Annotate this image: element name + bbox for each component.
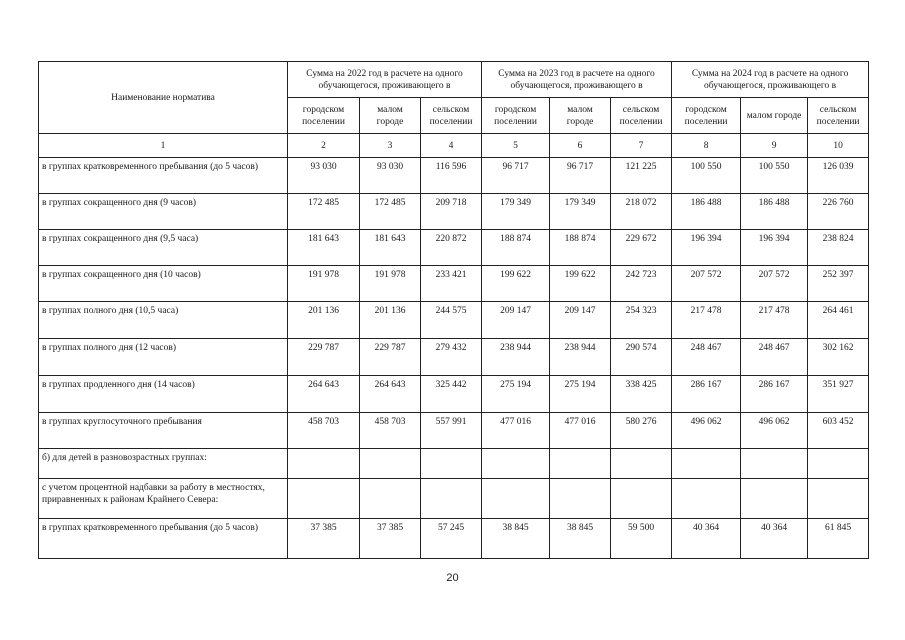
value-cell: 186 488 [672, 194, 741, 230]
value-cell: 38 845 [482, 519, 550, 559]
group-header-2022: Сумма на 2022 год в расчете на одного обучающегося, проживающего в [288, 62, 482, 98]
value-cell: 264 461 [808, 302, 869, 339]
value-cell: 217 478 [672, 302, 741, 339]
column-number: 7 [611, 134, 672, 158]
value-cell: 201 136 [288, 302, 360, 339]
column-number: 3 [360, 134, 421, 158]
row-label: в группах сокращенного дня (9,5 часа) [39, 230, 288, 266]
row-label: б) для детей в разновозрастных группах: [39, 449, 288, 479]
value-cell: 121 225 [611, 158, 672, 194]
value-cell: 229 787 [360, 339, 421, 376]
value-cell [421, 479, 482, 519]
value-cell [741, 479, 808, 519]
value-cell: 188 874 [550, 230, 611, 266]
sub-header-cell: малом городе [550, 98, 611, 134]
value-cell: 181 643 [288, 230, 360, 266]
value-cell: 242 723 [611, 266, 672, 302]
value-cell: 496 062 [741, 413, 808, 449]
value-cell: 179 349 [550, 194, 611, 230]
sub-header-cell: городском поселении [672, 98, 741, 134]
value-cell: 191 978 [288, 266, 360, 302]
value-cell: 61 845 [808, 519, 869, 559]
sub-header-cell: сельском поселении [421, 98, 482, 134]
value-cell: 229 672 [611, 230, 672, 266]
value-cell: 100 550 [672, 158, 741, 194]
column-number: 2 [288, 134, 360, 158]
sub-header-cell: сельском поселении [611, 98, 672, 134]
value-cell: 199 622 [550, 266, 611, 302]
value-cell [550, 479, 611, 519]
value-cell: 179 349 [482, 194, 550, 230]
value-cell: 238 944 [550, 339, 611, 376]
value-cell: 248 467 [672, 339, 741, 376]
row-label: в группах полного дня (10,5 часа) [39, 302, 288, 339]
name-header-cell: Наименование норматива [39, 62, 288, 134]
value-cell [672, 449, 741, 479]
row-label: в группах кратковременного пребывания (до 5 часов) [39, 519, 288, 559]
value-cell: 220 872 [421, 230, 482, 266]
value-cell [672, 479, 741, 519]
column-number: 4 [421, 134, 482, 158]
value-cell: 199 622 [482, 266, 550, 302]
table-row [39, 302, 869, 339]
value-cell: 238 824 [808, 230, 869, 266]
table-row [39, 519, 869, 559]
value-cell: 254 323 [611, 302, 672, 339]
value-cell: 252 397 [808, 266, 869, 302]
sub-header-cell: городском поселении [482, 98, 550, 134]
value-cell: 207 572 [672, 266, 741, 302]
value-cell: 477 016 [550, 413, 611, 449]
value-cell: 238 944 [482, 339, 550, 376]
value-cell: 218 072 [611, 194, 672, 230]
value-cell: 275 194 [482, 376, 550, 413]
value-cell [360, 449, 421, 479]
value-cell: 126 039 [808, 158, 869, 194]
value-cell [482, 449, 550, 479]
value-cell: 244 575 [421, 302, 482, 339]
normatives-table [38, 61, 869, 559]
table-row [39, 339, 869, 376]
value-cell [741, 449, 808, 479]
page-number: 20 [446, 572, 459, 584]
value-cell: 290 574 [611, 339, 672, 376]
column-number: 9 [741, 134, 808, 158]
value-cell: 57 245 [421, 519, 482, 559]
value-cell: 196 394 [672, 230, 741, 266]
row-label: с учетом процентной надбавки за работу в местностях, приравненных к районам Крайнего Севера: [39, 479, 288, 519]
value-cell [808, 479, 869, 519]
value-cell: 325 442 [421, 376, 482, 413]
column-number: 10 [808, 134, 869, 158]
value-cell [550, 449, 611, 479]
row-label: в группах полного дня (12 часов) [39, 339, 288, 376]
sub-header-cell: малом городе [741, 98, 808, 134]
value-cell: 229 787 [288, 339, 360, 376]
value-cell: 186 488 [741, 194, 808, 230]
column-number: 5 [482, 134, 550, 158]
value-cell: 40 364 [741, 519, 808, 559]
value-cell: 458 703 [360, 413, 421, 449]
value-cell: 188 874 [482, 230, 550, 266]
value-cell: 38 845 [550, 519, 611, 559]
row-label: в группах продленного дня (14 часов) [39, 376, 288, 413]
value-cell: 172 485 [360, 194, 421, 230]
table-row [39, 194, 869, 230]
value-cell: 116 596 [421, 158, 482, 194]
value-cell: 603 452 [808, 413, 869, 449]
value-cell [808, 449, 869, 479]
group-header-2023: Сумма на 2023 год в расчете на одного обучающегося, проживающего в [482, 62, 672, 98]
value-cell [611, 449, 672, 479]
value-cell: 209 147 [550, 302, 611, 339]
value-cell: 40 364 [672, 519, 741, 559]
sub-header-cell: малом городе [360, 98, 421, 134]
header-row-groups [39, 62, 869, 98]
table-row [39, 376, 869, 413]
value-cell: 264 643 [288, 376, 360, 413]
sub-header-cell: сельском поселении [808, 98, 869, 134]
value-cell: 217 478 [741, 302, 808, 339]
value-cell [482, 479, 550, 519]
value-cell: 37 385 [360, 519, 421, 559]
value-cell: 37 385 [288, 519, 360, 559]
column-number: 6 [550, 134, 611, 158]
value-cell: 286 167 [672, 376, 741, 413]
column-number: 8 [672, 134, 741, 158]
value-cell: 100 550 [741, 158, 808, 194]
value-cell [360, 479, 421, 519]
value-cell: 264 643 [360, 376, 421, 413]
value-cell: 201 136 [360, 302, 421, 339]
value-cell: 279 432 [421, 339, 482, 376]
value-cell: 226 760 [808, 194, 869, 230]
value-cell [288, 449, 360, 479]
value-cell: 96 717 [482, 158, 550, 194]
sub-header-cell: городском поселении [288, 98, 360, 134]
value-cell: 93 030 [288, 158, 360, 194]
value-cell: 580 276 [611, 413, 672, 449]
value-cell: 458 703 [288, 413, 360, 449]
value-cell: 477 016 [482, 413, 550, 449]
value-cell: 181 643 [360, 230, 421, 266]
table-row [39, 479, 869, 519]
table-row [39, 449, 869, 479]
value-cell: 351 927 [808, 376, 869, 413]
table-row [39, 230, 869, 266]
value-cell: 191 978 [360, 266, 421, 302]
value-cell: 196 394 [741, 230, 808, 266]
value-cell: 209 147 [482, 302, 550, 339]
value-cell [288, 479, 360, 519]
row-label: в группах сокращенного дня (9 часов) [39, 194, 288, 230]
group-header-2024: Сумма на 2024 год в расчете на одного обучающегося, проживающего в [672, 62, 869, 98]
value-cell: 338 425 [611, 376, 672, 413]
row-label: в группах круглосуточного пребывания [39, 413, 288, 449]
column-number-row [39, 134, 869, 158]
value-cell: 496 062 [672, 413, 741, 449]
value-cell: 209 718 [421, 194, 482, 230]
table-row [39, 158, 869, 194]
value-cell: 248 467 [741, 339, 808, 376]
table-row [39, 266, 869, 302]
value-cell: 286 167 [741, 376, 808, 413]
row-label: в группах сокращенного дня (10 часов) [39, 266, 288, 302]
value-cell: 233 421 [421, 266, 482, 302]
value-cell [421, 449, 482, 479]
value-cell: 172 485 [288, 194, 360, 230]
value-cell: 275 194 [550, 376, 611, 413]
value-cell: 96 717 [550, 158, 611, 194]
value-cell: 207 572 [741, 266, 808, 302]
value-cell: 93 030 [360, 158, 421, 194]
table-body [39, 158, 869, 559]
row-label: в группах кратковременного пребывания (до 5 часов) [39, 158, 288, 194]
value-cell [611, 479, 672, 519]
value-cell: 302 162 [808, 339, 869, 376]
table-row [39, 413, 869, 449]
value-cell: 59 500 [611, 519, 672, 559]
column-number: 1 [39, 134, 288, 158]
value-cell: 557 991 [421, 413, 482, 449]
